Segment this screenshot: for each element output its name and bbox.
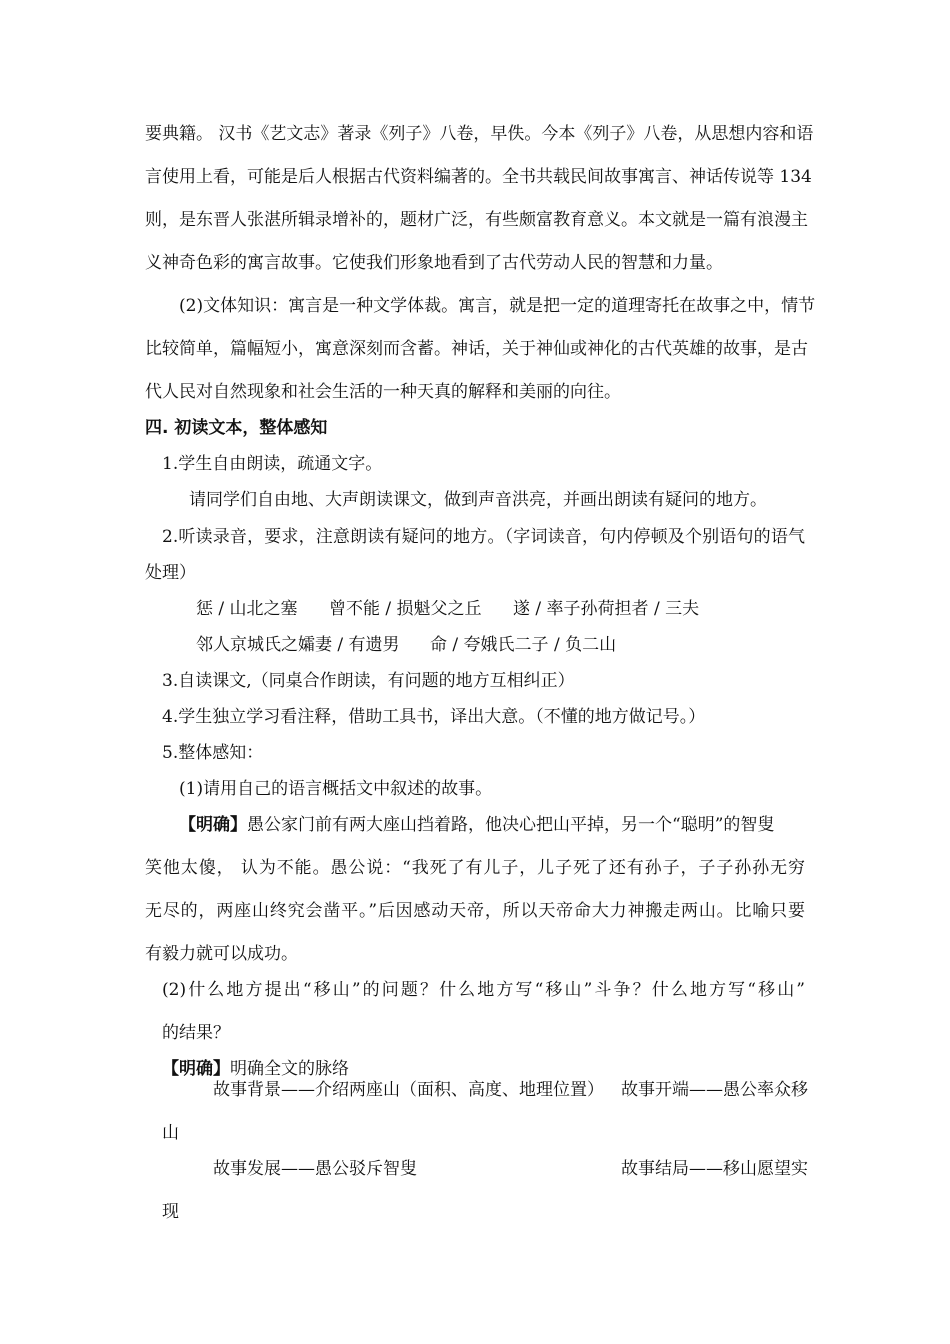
outline-ending-cont: 现 [162, 1202, 179, 1222]
item-1-detail: 请同学们自由地、大声朗读课文，做到声音洪亮，并画出朗读有疑问的地方。 [189, 490, 767, 510]
answer-1-line-1 [179, 815, 805, 835]
intro-line-4: 义神奇色彩的寓言故事。它使我们形象地看到了古代劳动人民的智慧和力量。 [145, 253, 723, 273]
item-2-line-2: 处理） [145, 563, 196, 583]
pause-example: 曾不能 / 损魁父之丘 [329, 599, 482, 619]
outline-development: 故事发展——愚公驳斥智叟 [213, 1159, 417, 1179]
genre-line-2: 比较简单，篇幅短小，寓意深刻而含蓄。神话，关于神仙或神化的古代英雄的故事，是古 [145, 339, 808, 359]
question-2-line-1: (2)什么地方提出“移山”的问题？什么地方写“移山”斗争？什么地方写“移山” [162, 980, 805, 1000]
pause-example: 命 / 夸娥氏二子 / 负二山 [430, 635, 617, 655]
item-4: 4.学生独立学习看注释，借助工具书，译出大意。（不懂的地方做记号。） [162, 707, 706, 727]
item-3: 3.自读课文,（同桌合作朗读，有问题的地方互相纠正） [162, 671, 575, 691]
genre-line-3: 代人民对自然现象和社会生活的一种天真的解释和美丽的向往。 [145, 382, 621, 402]
intro-line-3: 则，是东晋人张湛所辑录增补的，题材广泛，有些颇富教育意义。本文就是一篇有浪漫主 [145, 210, 808, 230]
answer-2-line [162, 1059, 349, 1079]
pause-example: 邻人京城氏之孀妻 / 有遗男 [196, 635, 400, 655]
answer-1-line-2: 笑他太傻， 认为不能。愚公说：“我死了有儿子，儿子死了还有孙子，子子孙孙无穷 [145, 858, 805, 878]
answer-tag: 【明确】 [162, 1059, 230, 1079]
outline-ending: 故事结局——移山愿望实 [621, 1159, 808, 1179]
answer-1-line-4: 有毅力就可以成功。 [145, 944, 298, 964]
outline-start: 故事开端——愚公率众移 [621, 1080, 808, 1100]
item-1: 1.学生自由朗读，疏通文字。 [162, 454, 383, 474]
item-2-line-1: 2.听读录音，要求，注意朗读有疑问的地方。（字词读音，句内停顿及个别语句的语气 [162, 527, 805, 547]
genre-line-1: (2)文体知识：寓言是一种文学体裁。寓言，就是把一定的道理寄托在故事之中，情节 [179, 296, 816, 316]
answer-2-text: 明确全文的脉络 [230, 1059, 349, 1079]
answer-1-line-3: 无尽的，两座山终究会凿平。”后因感动天帝，所以天帝命大力神搬走两山。比喻只要 [145, 901, 805, 921]
answer-tag: 【明确】 [179, 815, 247, 835]
pause-example: 遂 / 率子孙荷担者 / 三夫 [513, 599, 700, 619]
outline-start-cont: 山 [162, 1123, 179, 1143]
intro-line-2: 言使用上看，可能是后人根据古代资料编著的。全书共载民间故事寓言、神话传说等 134 [145, 167, 812, 187]
section-heading: 四. 初读文本，整体感知 [145, 418, 328, 438]
outline-background: 故事背景——介绍两座山（面积、高度、地理位置） [213, 1080, 604, 1100]
question-1: (1)请用自己的语言概括文中叙述的故事。 [179, 779, 493, 799]
answer-1-text: 愚公家门前有两大座山挡着路，他决心把山平掉，另一个“聪明”的智叟 [247, 815, 775, 835]
question-2-line-2: 的结果？ [162, 1023, 230, 1043]
intro-line-1: 要典籍。 汉书《艺文志》著录《列子》八卷，早佚。今本《列子》八卷，从思想内容和语 [145, 124, 814, 144]
item-5: 5.整体感知： [162, 743, 264, 763]
pause-example: 惩 / 山北之塞 [196, 599, 298, 619]
